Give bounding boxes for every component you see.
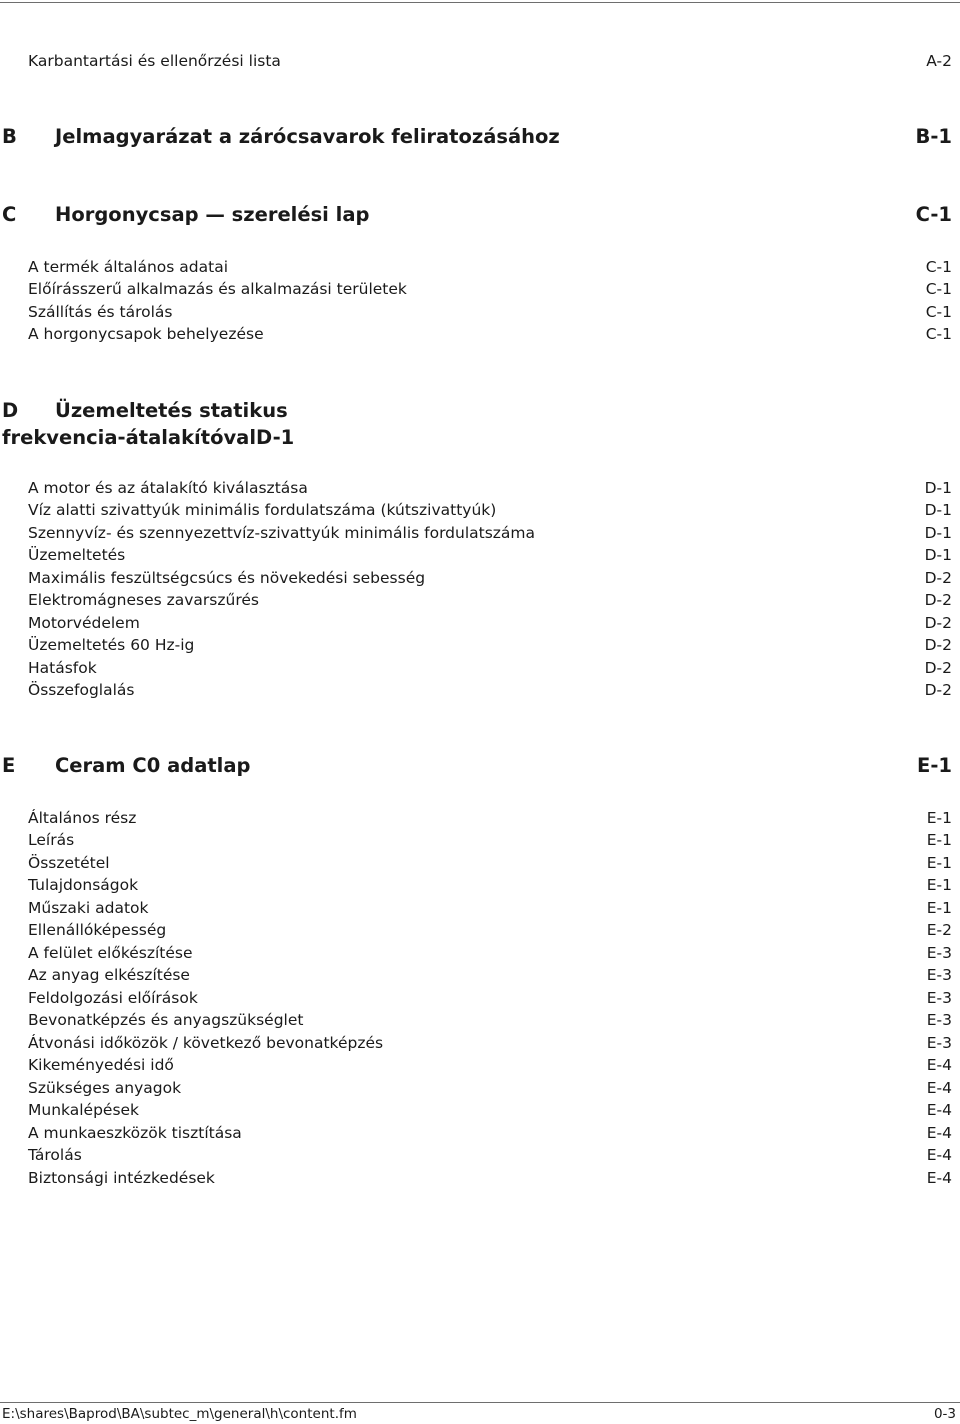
toc-entry[interactable]	[28, 567, 952, 589]
toc-entry[interactable]	[28, 1099, 952, 1121]
toc-entry-page: E-4	[926, 1079, 952, 1097]
toc-entry-page: C-1	[925, 325, 952, 343]
toc-entry-page: E-1	[926, 899, 952, 917]
section-letter: D	[2, 399, 19, 422]
toc-entry-label: Üzemeltetés 60 Hz-ig	[28, 636, 195, 654]
toc-entry-page: D-2	[924, 681, 952, 699]
toc-entry-page: E-4	[926, 1101, 952, 1119]
toc-entry[interactable]	[28, 323, 952, 345]
toc-entry-page: D-1	[924, 546, 952, 564]
toc-entry[interactable]	[28, 964, 952, 986]
toc-entry[interactable]	[28, 544, 952, 566]
toc-entry[interactable]	[28, 499, 952, 521]
toc-entry[interactable]	[28, 942, 952, 964]
section-title: Üzemeltetés statikus	[55, 399, 288, 422]
toc-entry-label: Szennyvíz- és szennyezettvíz-szivattyúk minimális fordulatszáma	[28, 524, 536, 542]
toc-entry[interactable]	[28, 657, 952, 679]
toc-entry-page: D-2	[924, 659, 952, 677]
toc-entry-label: Szállítás és tárolás	[28, 303, 173, 321]
toc-entry-page: E-1	[926, 876, 952, 894]
toc-entry-label: Összetétel	[28, 854, 110, 872]
toc-entry-page: E-2	[926, 921, 952, 939]
section-title: Horgonycsap — szerelési lap	[55, 203, 370, 226]
toc-entry[interactable]	[28, 897, 952, 919]
toc-entry-label: Tulajdonságok	[28, 876, 139, 894]
footer-file-path: E:\shares\Baprod\BA\subtec_m\general\h\content.fm	[2, 1406, 357, 1422]
toc-entry[interactable]	[28, 1167, 952, 1189]
toc-entry-label: Munkalépések	[28, 1101, 140, 1119]
toc-entry-page: E-3	[926, 944, 952, 962]
footer-rule	[0, 1402, 960, 1403]
toc-entry[interactable]	[28, 807, 952, 829]
toc-entry[interactable]	[28, 256, 952, 278]
toc-entry-page: E-1	[926, 831, 952, 849]
section-letter: E	[2, 754, 16, 777]
toc-entry-page: E-1	[926, 809, 952, 827]
toc-entry[interactable]	[28, 634, 952, 656]
toc-entry-label: Bevonatképzés és anyagszükséglet	[28, 1011, 304, 1029]
toc-entry-label: Ellenállóképesség	[28, 921, 167, 939]
toc-entry-label: A horgonycsapok behelyezése	[28, 325, 264, 343]
toc-entry-page: E-4	[926, 1056, 952, 1074]
toc-entry[interactable]	[28, 50, 952, 72]
toc-entry-page: D-2	[924, 614, 952, 632]
toc-entry[interactable]	[28, 612, 952, 634]
section-letter: B	[2, 125, 17, 148]
toc-entry-label: Leírás	[28, 831, 75, 849]
toc-entry-label: Az anyag elkészítése	[28, 966, 190, 984]
toc-entry[interactable]	[28, 1032, 952, 1054]
section-title: Ceram C0 adatlap	[55, 754, 251, 777]
toc-entry[interactable]	[28, 987, 952, 1009]
section-title-continuation: frekvencia-átalakítóvalD-1	[2, 426, 295, 449]
section-title: Jelmagyarázat a zárócsavarok feliratozásához	[55, 125, 560, 148]
toc-entry-page: D-2	[924, 569, 952, 587]
toc-entry-label: Műszaki adatok	[28, 899, 149, 917]
toc-entry-page: D-1	[924, 479, 952, 497]
toc-entry-label: A motor és az átalakító kiválasztása	[28, 479, 308, 497]
toc-entry[interactable]	[28, 829, 952, 851]
toc-entry-label: Tárolás	[28, 1146, 82, 1164]
toc-entry-page: E-3	[926, 1011, 952, 1029]
toc-entry-label: Biztonsági intézkedések	[28, 1169, 215, 1187]
toc-entry-page: E-4	[926, 1124, 952, 1142]
footer-page-number: 0-3	[933, 1406, 956, 1422]
toc-entry-label: Víz alatti szivattyúk minimális fordulatszáma (kútszivattyúk)	[28, 501, 497, 519]
toc-entry-label: Hatásfok	[28, 659, 97, 677]
toc-entry-page: C-1	[925, 258, 952, 276]
toc-entry-label: Előírásszerű alkalmazás és alkalmazási területek	[28, 280, 407, 298]
toc-entry-page: D-1	[924, 501, 952, 519]
toc-entry[interactable]	[28, 1144, 952, 1166]
toc-entry-page: E-3	[926, 966, 952, 984]
toc-entry-label: Üzemeltetés	[28, 546, 126, 564]
toc-entry-page: C-1	[925, 303, 952, 321]
section-page: B-1	[915, 125, 952, 148]
toc-entry-label: Általános rész	[28, 809, 137, 827]
toc-entry-page: D-2	[924, 591, 952, 609]
top-rule	[0, 2, 960, 3]
toc-entry-page: E-4	[926, 1169, 952, 1187]
toc-entry-label: Szükséges anyagok	[28, 1079, 182, 1097]
toc-entry-page: E-3	[926, 1034, 952, 1052]
toc-entry[interactable]	[28, 477, 952, 499]
toc-entry[interactable]	[28, 1009, 952, 1031]
toc-entry-page: D-1	[924, 524, 952, 542]
toc-entry-label: Elektromágneses zavarszűrés	[28, 591, 259, 609]
toc-entry[interactable]	[28, 874, 952, 896]
toc-entry-page: D-2	[924, 636, 952, 654]
toc-entry-page: C-1	[925, 280, 952, 298]
section-page: C-1	[915, 203, 952, 226]
toc-entry[interactable]	[28, 1054, 952, 1076]
toc-entry-label: Maximális feszültségcsúcs és növekedési sebesség	[28, 569, 426, 587]
toc-entry-page: E-3	[926, 989, 952, 1007]
toc-entry[interactable]	[28, 301, 952, 323]
toc-entry-label: Kikeményedési idő	[28, 1056, 174, 1074]
toc-entry-page: E-4	[926, 1146, 952, 1164]
toc-entry-label: A munkaeszközök tisztítása	[28, 1124, 242, 1142]
toc-entry-label: Motorvédelem	[28, 614, 140, 632]
toc-entry-label: Összefoglalás	[28, 681, 135, 699]
toc-entry[interactable]	[28, 852, 952, 874]
toc-entry-label: Karbantartási és ellenőrzési lista	[28, 52, 281, 70]
toc-entry[interactable]	[28, 1077, 952, 1099]
toc-entry[interactable]	[28, 1122, 952, 1144]
toc-entry-label: A felület előkészítése	[28, 944, 193, 962]
toc-entry[interactable]	[28, 919, 952, 941]
section-letter: C	[2, 203, 17, 226]
toc-entry-label: Feldolgozási előírások	[28, 989, 198, 1007]
toc-entry-page: E-1	[926, 854, 952, 872]
toc-entry[interactable]	[28, 679, 952, 701]
toc-entry[interactable]	[28, 278, 952, 300]
toc-entry-page: A-2	[926, 52, 952, 70]
toc-entry-label: Átvonási időközök / következő bevonatképzés	[28, 1034, 384, 1052]
toc-entry[interactable]	[28, 589, 952, 611]
section-page: E-1	[917, 754, 952, 777]
toc-entry-label: A termék általános adatai	[28, 258, 228, 276]
toc-entry[interactable]	[28, 522, 952, 544]
